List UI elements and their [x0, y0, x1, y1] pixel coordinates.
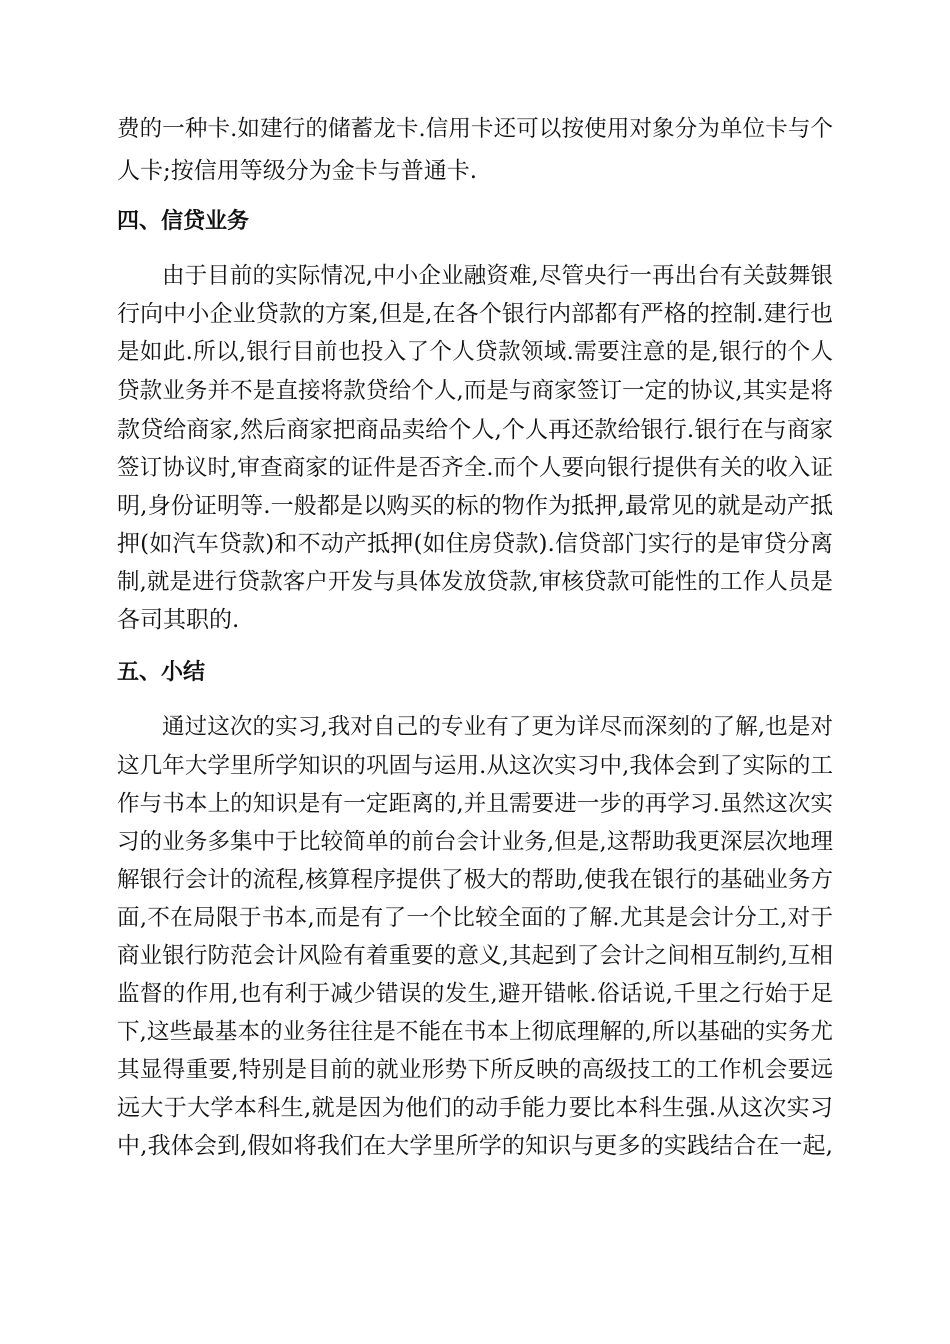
paragraph-line: 习的业务多集中于比较简单的前台会计业务,但是,这帮助我更深层次地理	[117, 829, 833, 855]
paragraph-line: 签订协议时,审查商家的证件是否齐全.而个人要向银行提供有关的收入证	[117, 455, 833, 481]
paragraph-line: 其显得重要,特别是目前的就业形势下所反映的高级技工的工作机会要远	[117, 1057, 833, 1083]
paragraph-line: 制,就是进行贷款客户开发与具体发放贷款,审核贷款可能性的工作人员是	[117, 569, 833, 595]
paragraph-line: 这几年大学里所学知识的巩固与运用.从这次实习中,我体会到了实际的工	[117, 753, 833, 779]
paragraph-line: 商业银行防范会计风险有着重要的意义,其起到了会计之间相互制约,互相	[117, 943, 833, 969]
section-heading-credit: 四、信贷业务	[117, 209, 250, 234]
paragraph-line: 远大于大学本科生,就是因为他们的动手能力要比本科生强.从这次实习	[117, 1095, 833, 1121]
paragraph-line: 监督的作用,也有利于减少错误的发生,避开错帐.俗话说,千里之行始于足	[117, 981, 833, 1007]
paragraph-line: 下,这些最基本的业务往往是不能在书本上彻底理解的,所以基础的实务尤	[117, 1019, 833, 1045]
paragraph-line: 行向中小企业贷款的方案,但是,在各个银行内部都有严格的控制.建行也	[117, 301, 833, 327]
paragraph-line: 明,身份证明等.一般都是以购买的标的物作为抵押,最常见的就是动产抵	[117, 493, 833, 519]
paragraph-line: 由于目前的实际情况,中小企业融资难,尽管央行一再出台有关鼓舞银	[162, 263, 833, 289]
paragraph-line: 中,我体会到,假如将我们在大学里所学的知识与更多的实践结合在一起,	[117, 1133, 833, 1159]
paragraph-line: 押(如汽车贷款)和不动产抵押(如住房贷款).信贷部门实行的是审贷分离	[117, 531, 833, 557]
intro-line: 人卡;按信用等级分为金卡与普通卡.	[117, 158, 478, 184]
paragraph-line: 通过这次的实习,我对自己的专业有了更为详尽而深刻的了解,也是对	[162, 714, 833, 740]
paragraph-line: 各司其职的.	[117, 607, 240, 633]
paragraph-line: 面,不在局限于书本,而是有了一个比较全面的了解.尤其是会计分工,对于	[117, 905, 833, 931]
section-heading-summary: 五、小结	[117, 660, 206, 685]
paragraph-line: 是如此.所以,银行目前也投入了个人贷款领域.需要注意的是,银行的个人	[117, 339, 833, 365]
intro-line: 费的一种卡.如建行的储蓄龙卡.信用卡还可以按使用对象分为单位卡与个	[117, 116, 833, 142]
paragraph-line: 贷款业务并不是直接将款贷给个人,而是与商家签订一定的协议,其实是将	[117, 378, 833, 404]
paragraph-line: 款贷给商家,然后商家把商品卖给个人,个人再还款给银行.银行在与商家	[117, 417, 833, 443]
paragraph-line: 解银行会计的流程,核算程序提供了极大的帮助,使我在银行的基础业务方	[117, 867, 833, 893]
paragraph-line: 作与书本上的知识是有一定距离的,并且需要进一步的再学习.虽然这次实	[117, 791, 833, 817]
